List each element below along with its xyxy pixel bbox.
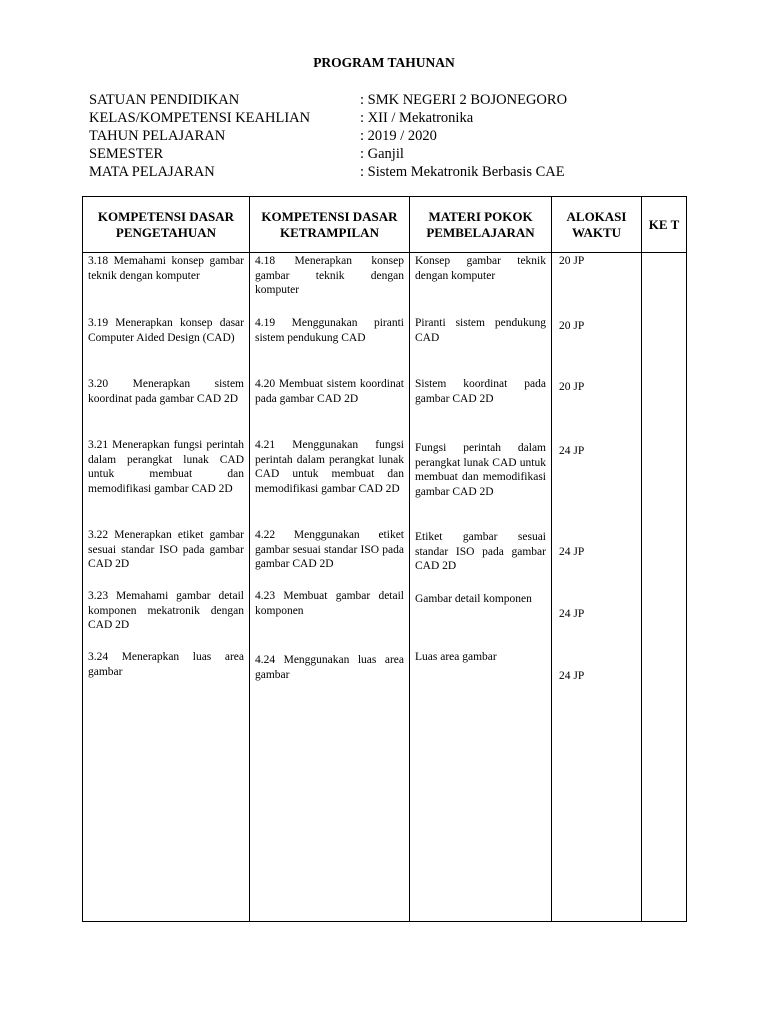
- info-value: : XII / Mekatronika: [360, 110, 474, 126]
- kd-pengetahuan-item: 3.18 Memahami konsep gambar teknik dengan komputer: [88, 255, 244, 282]
- alokasi-waktu-item: 24 JP: [559, 608, 585, 620]
- materi-pokok-item: Gambar detail komponen: [415, 593, 532, 605]
- alokasi-waktu-item: 20 JP: [559, 320, 585, 332]
- alokasi-waktu-item: 20 JP: [559, 255, 585, 267]
- kd-ketrampilan-item: 4.23 Membuat gambar detail komponen: [255, 590, 404, 617]
- info-value: : Ganjil: [360, 146, 404, 162]
- info-label: KELAS/KOMPETENSI KEAHLIAN: [89, 110, 311, 126]
- alokasi-waktu-item: 20 JP: [559, 381, 585, 393]
- materi-pokok-item: Fungsi perintah dalam perangkat lunak CAD untuk membuat dan memodifikasi gambar CAD 2D: [415, 442, 546, 498]
- info-row-tahun-pelajaran: [89, 127, 567, 145]
- kd-ketrampilan-item: 4.21 Menggunakan fungsi perintah dalam perangkat lunak CAD untuk membuat dan memodifikasi gambar CAD 2D: [255, 439, 404, 495]
- kd-ketrampilan-item: 4.22 Menggunakan etiket gambar sesuai standar ISO pada gambar CAD 2D: [255, 529, 404, 570]
- materi-pokok-column: [410, 253, 552, 922]
- table-body-row: [83, 253, 687, 922]
- alokasi-waktu-item: 24 JP: [559, 670, 585, 682]
- header-ket: KE T: [642, 197, 687, 253]
- materi-pokok-item: Piranti sistem pendukung CAD: [415, 317, 546, 344]
- kd-pengetahuan-item: 3.19 Menerapkan konsep dasar Computer Aided Design (CAD): [88, 317, 244, 344]
- info-value: : SMK NEGERI 2 BOJONEGORO: [360, 92, 568, 108]
- table-header-row: [83, 197, 687, 253]
- kd-ketrampilan-item: 4.18 Menerapkan konsep gambar teknik dengan komputer: [255, 255, 404, 296]
- info-label: SATUAN PENDIDIKAN: [89, 92, 240, 108]
- alokasi-waktu-item: 24 JP: [559, 445, 585, 457]
- kd-pengetahuan-item: 3.20 Menerapkan sistem koordinat pada gambar CAD 2D: [88, 378, 244, 405]
- kd-pengetahuan-item: 3.21 Menerapkan fungsi perintah dalam perangkat lunak CAD untuk membuat dan memodifikasi gambar CAD 2D: [88, 439, 244, 495]
- materi-pokok-item: Luas area gambar: [415, 651, 497, 663]
- info-label: MATA PELAJARAN: [89, 164, 215, 180]
- kd-ketrampilan-item: 4.19 Menggunakan piranti sistem pendukung CAD: [255, 317, 404, 344]
- materi-pokok-item: Etiket gambar sesuai standar ISO pada gambar CAD 2D: [415, 531, 546, 572]
- program-table: [82, 196, 687, 922]
- info-row-semester: [89, 145, 567, 163]
- kd-pengetahuan-item: 3.22 Menerapkan etiket gambar sesuai standar ISO pada gambar CAD 2D: [88, 529, 244, 570]
- kd-pengetahuan-item: 3.24 Menerapkan luas area gambar: [88, 651, 244, 678]
- materi-pokok-item: Sistem koordinat pada gambar CAD 2D: [415, 378, 546, 405]
- keterangan-column: [642, 253, 687, 922]
- kd-ketrampilan-item: 4.20 Membuat sistem koordinat pada gambar CAD 2D: [255, 378, 404, 405]
- kd-pengetahuan-item: 3.23 Memahami gambar detail komponen mekatronik dengan CAD 2D: [88, 590, 244, 631]
- header-materi-pokok: MATERI POKOK PEMBELAJARAN: [410, 197, 552, 253]
- header-kd-pengetahuan: KOMPETENSI DASAR PENGETAHUAN: [83, 197, 250, 253]
- info-label: TAHUN PELAJARAN: [89, 128, 226, 144]
- info-row-kelas: [89, 109, 567, 127]
- document-info-block: [89, 91, 567, 181]
- kd-ketrampilan-item: 4.24 Menggunakan luas area gambar: [255, 654, 404, 681]
- header-alokasi-waktu: ALOKASI WAKTU: [552, 197, 642, 253]
- kd-pengetahuan-column: [83, 253, 250, 922]
- info-value: : 2019 / 2020: [360, 128, 437, 144]
- kd-ketrampilan-column: [250, 253, 410, 922]
- alokasi-waktu-item: 24 JP: [559, 546, 585, 558]
- info-label: SEMESTER: [89, 146, 164, 162]
- alokasi-waktu-column: [552, 253, 642, 922]
- info-row-mata-pelajaran: [89, 163, 567, 181]
- info-row-satuan-pendidikan: [89, 91, 567, 109]
- header-kd-ketrampilan: KOMPETENSI DASAR KETRAMPILAN: [250, 197, 410, 253]
- info-value: : Sistem Mekatronik Berbasis CAE: [360, 164, 565, 180]
- document-title: PROGRAM TAHUNAN: [313, 55, 455, 70]
- materi-pokok-item: Konsep gambar teknik dengan komputer: [415, 255, 546, 282]
